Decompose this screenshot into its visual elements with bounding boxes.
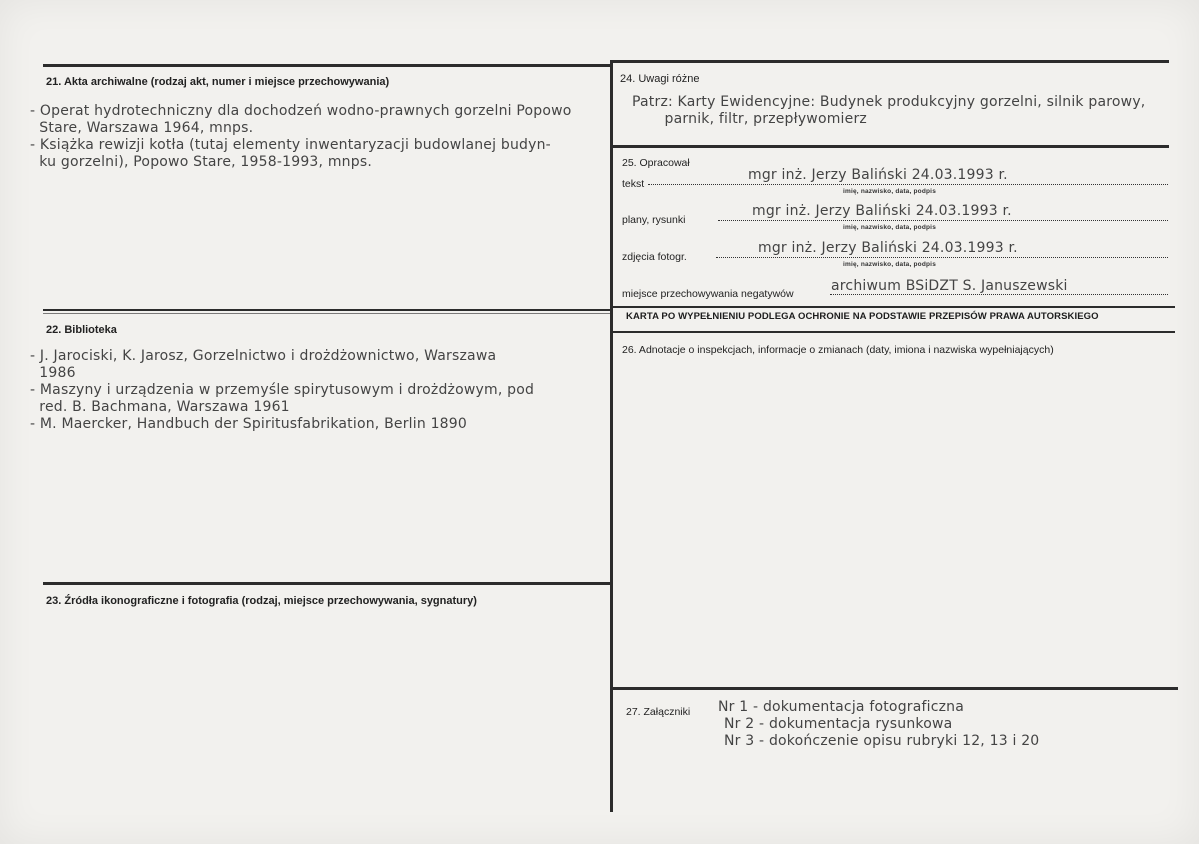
section-21-line-3: - Książka rewizji kotła (tutaj elementy inwentaryzacji budowlanej budyn- (30, 137, 551, 153)
section-22-line-1: - J. Jarociski, K. Jarosz, Gorzelnictwo i drożdżownictwo, Warszawa (30, 348, 497, 364)
rule-22-23 (43, 582, 612, 585)
copyright-notice: KARTA PO WYPEŁNIENIU PODLEGA OCHRONIE NA PODSTAWIE PRZEPISÓW PRAWA AUTORSKIEGO (626, 311, 1099, 322)
rule-top-right (612, 60, 1169, 63)
rule-26-27 (612, 687, 1178, 690)
section-27-line-1: Nr 1 - dokumentacja fotograficzna (718, 699, 965, 715)
row-tekst-caption: imię, nazwisko, data, podpis (843, 188, 937, 195)
rule-24-25 (612, 145, 1169, 148)
row-tekst-line (648, 184, 1168, 185)
rule-notice-top (612, 306, 1175, 308)
rule-21-22b (43, 313, 612, 314)
section-27-line-2: Nr 2 - dokumentacja rysunkowa (724, 716, 953, 732)
section-27-label: 27. Załączniki (626, 706, 691, 718)
section-22-line-2: 1986 (30, 365, 76, 381)
section-27-line-3: Nr 3 - dokończenie opisu rubryki 12, 13 i 20 (724, 733, 1040, 749)
section-22-line-5: - M. Maercker, Handbuch der Spiritusfabrikation, Berlin 1890 (30, 416, 467, 432)
rule-21-22 (43, 309, 612, 311)
section-21-line-1: - Operat hydrotechniczny dla dochodzeń wodno-prawnych gorzelni Popowo (30, 103, 572, 119)
row-zdjecia-label: zdjęcia fotogr. (622, 251, 687, 263)
rule-notice-bottom (612, 331, 1175, 333)
section-24-label: 24. Uwagi różne (620, 73, 700, 85)
row-plany-label: plany, rysunki (622, 214, 686, 226)
section-22-line-4: red. B. Bachmana, Warszawa 1961 (30, 399, 290, 415)
section-21-label: 21. Akta archiwalne (rodzaj akt, numer i miejsce przechowywania) (46, 76, 390, 88)
section-26-label: 26. Adnotacje o inspekcjach, informacje o zmianach (daty, imiona i nazwiska wypełniających) (622, 344, 1054, 356)
row-zdjecia-value: mgr inż. Jerzy Baliński 24.03.1993 r. (758, 240, 1018, 256)
rule-top-left (43, 64, 612, 67)
section-24-line-1: Patrz: Karty Ewidencyjne: Budynek produkcyjny gorzelni, silnik parowy, (632, 94, 1146, 110)
row-plany-line (718, 220, 1168, 221)
storage-label: miejsce przechowywania negatywów (622, 288, 794, 300)
section-21-line-4: ku gorzelni), Popowo Stare, 1958-1993, mnps. (30, 154, 372, 170)
row-tekst-label: tekst (622, 178, 645, 190)
section-22-label: 22. Biblioteka (46, 324, 117, 336)
storage-value: archiwum BSiDZT S. Januszewski (831, 278, 1068, 294)
section-23-label: 23. Źródła ikonograficzne i fotografia (rodzaj, miejsce przechowywania, sygnatury) (46, 595, 477, 607)
section-25-label: 25. Opracował (622, 157, 690, 169)
row-zdjecia-line (716, 257, 1168, 258)
row-plany-value: mgr inż. Jerzy Baliński 24.03.1993 r. (752, 203, 1012, 219)
section-21-line-2: Stare, Warszawa 1964, mnps. (30, 120, 254, 136)
row-zdjecia-caption: imię, nazwisko, data, podpis (843, 261, 937, 268)
section-24-line-2: parnik, filtr, przepływomierz (632, 111, 867, 127)
section-22-line-3: - Maszyny i urządzenia w przemyśle spirytusowym i drożdżowym, pod (30, 382, 535, 398)
row-plany-caption: imię, nazwisko, data, podpis (843, 224, 937, 231)
rule-center-vertical (610, 60, 613, 812)
row-tekst-value: mgr inż. Jerzy Baliński 24.03.1993 r. (748, 167, 1008, 183)
